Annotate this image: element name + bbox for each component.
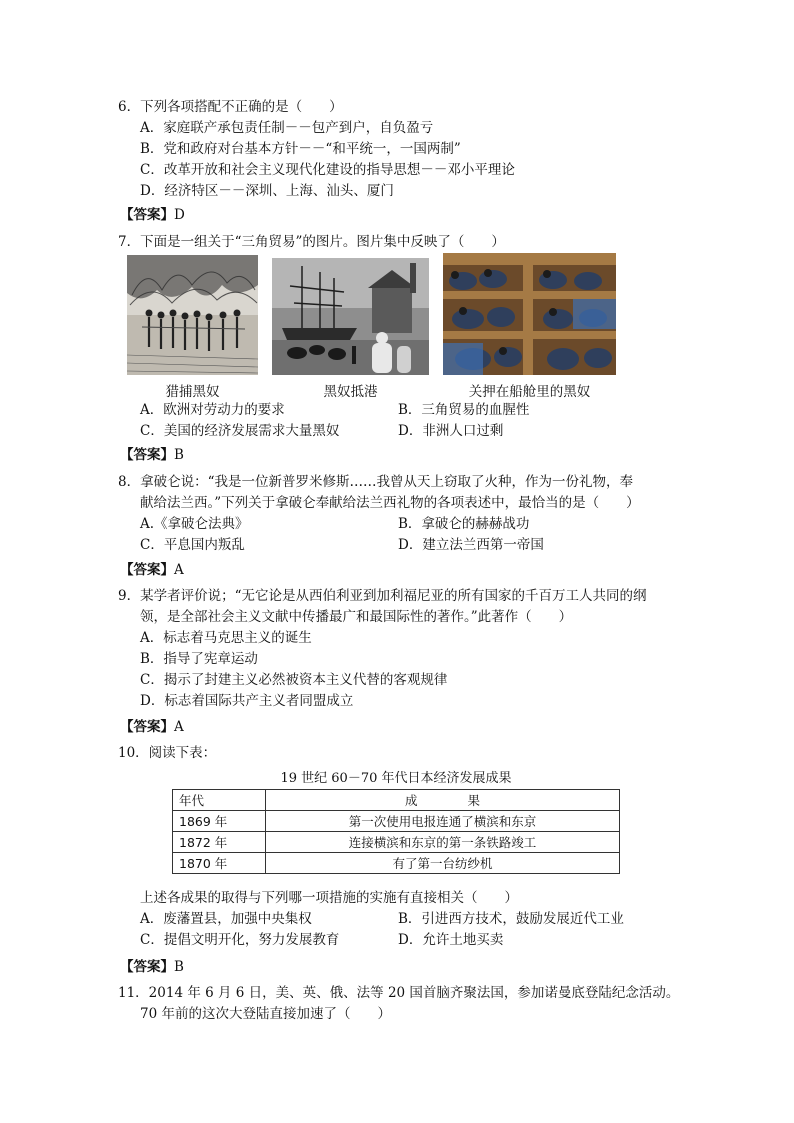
q7-stem: 7．下面是一组关于“三角贸易”的图片。图片集中反映了（ ） [118,234,505,250]
answer-label: 【答案】 [120,562,174,578]
caption-slave-hunting: 猎捕黑奴 [165,384,220,400]
table-header-year: 年代 [173,790,266,811]
table-cell-year: 1870 年 [173,853,266,874]
caption-ship-hold: 关押在船舱里的黑奴 [468,384,591,400]
answer-value: A [174,562,184,578]
caption-slaves-arriving: 黑奴抵港 [323,384,378,400]
q9-option-c: C．揭示了封建主义必然被资本主义代替的客观规律 [140,672,448,688]
q8-option-a: A.《拿破仑法典》 [140,516,249,532]
q9-stem-line2: 领，是全部社会主义文献中传播最广和最国际性的著作。”此著作（ ） [140,609,573,625]
q10-stem: 10．阅读下表： [118,745,217,761]
table-title: 19 世纪 60－70 年代日本经济发展成果 [280,771,512,786]
q7-option-c: C．美国的经济发展需求大量黑奴 [140,423,340,439]
q6-answer [120,206,185,224]
q6-option-b: B．党和政府对台基本方针－－“和平统一，一国两制” [140,141,461,157]
answer-label: 【答案】 [120,959,174,975]
q11-stem-line1: 11．2014 年 6 月 6 日，美、英、俄、法等 20 国首脑齐聚法国，参加诺曼底登陆纪念活动。 [118,985,680,1001]
slave-hunting-picture [127,255,258,375]
q7-option-d: D．非洲人口过剩 [398,423,504,439]
answer-label: 【答案】 [120,719,174,735]
q6-option-a: A．家庭联产承包责任制－－包产到户，自负盈亏 [140,120,434,136]
q9-option-d: D．标志着国际共产主义者同盟成立 [140,693,354,709]
q9-stem-line1: 9．某学者评价说；“无它论是从西伯利亚到加利福尼亚的所有国家的千百万工人共同的纲 [118,588,647,604]
table-cell-year: 1872 年 [173,832,266,853]
answer-value: B [174,959,184,975]
q9-answer [120,718,184,736]
table-cell-result: 有了第一台纺纱机 [266,853,620,874]
q10-option-d: D．允许土地买卖 [398,932,504,948]
answer-value: A [174,719,184,735]
q7-option-a: A．欧洲对劳动力的要求 [140,402,285,418]
q10-option-b: B．引进西方技术，鼓励发展近代工业 [398,911,624,927]
q8-option-c: C．平息国内叛乱 [140,537,245,553]
q10-answer [120,958,184,976]
answer-value: D [174,207,185,223]
answer-label: 【答案】 [120,207,174,223]
q8-stem-line2: 献给法兰西。”下列关于拿破仑奉献给法兰西礼物的各项表述中，最恰当的是（ ） [140,495,640,511]
table-row [173,853,620,874]
table-row [173,832,620,853]
table-header-result: 成 果 [266,790,620,811]
table-header-row [173,790,620,811]
table-cell-year: 1869 年 [173,811,266,832]
table-row [173,811,620,832]
q10-after-text: 上述各成果的取得与下列哪一项措施的实施有直接相关（ ） [140,890,518,906]
q8-option-d: D．建立法兰西第一帝国 [398,537,544,553]
table-cell-result: 连接横滨和东京的第一条铁路竣工 [266,832,620,853]
q11-stem-line2: 70 年前的这次大登陆直接加速了（ ） [140,1006,391,1022]
q9-option-a: A．标志着马克思主义的诞生 [140,630,312,646]
q9-option-b: B．指导了宪章运动 [140,651,258,667]
slaves-arriving-port-picture [272,258,429,375]
q6-option-c: C．改革开放和社会主义现代化建设的指导思想－－邓小平理论 [140,162,515,178]
slaves-in-ship-hold-picture [443,253,616,375]
q8-answer [120,561,184,579]
q6-stem: 6．下列各项搭配不正确的是（ ） [118,99,343,115]
answer-value: B [174,447,184,463]
q7-option-b: B．三角贸易的血腥性 [398,402,530,418]
table-cell-result: 第一次使用电报连通了横滨和东京 [266,811,620,832]
japan-economy-table [172,789,620,874]
q6-option-d: D．经济特区－－深圳、上海、汕头、厦门 [140,183,394,199]
q7-answer [120,446,184,464]
answer-label: 【答案】 [120,447,174,463]
q8-stem-line1: 8．拿破仑说：“我是一位新普罗米修斯……我曾从天上窃取了火种，作为一份礼物，奉 [118,474,633,490]
q10-option-a: A．废藩置县，加强中央集权 [140,911,312,927]
q8-option-b: B．拿破仑的赫赫战功 [398,516,530,532]
q10-option-c: C．提倡文明开化，努力发展教育 [140,932,340,948]
